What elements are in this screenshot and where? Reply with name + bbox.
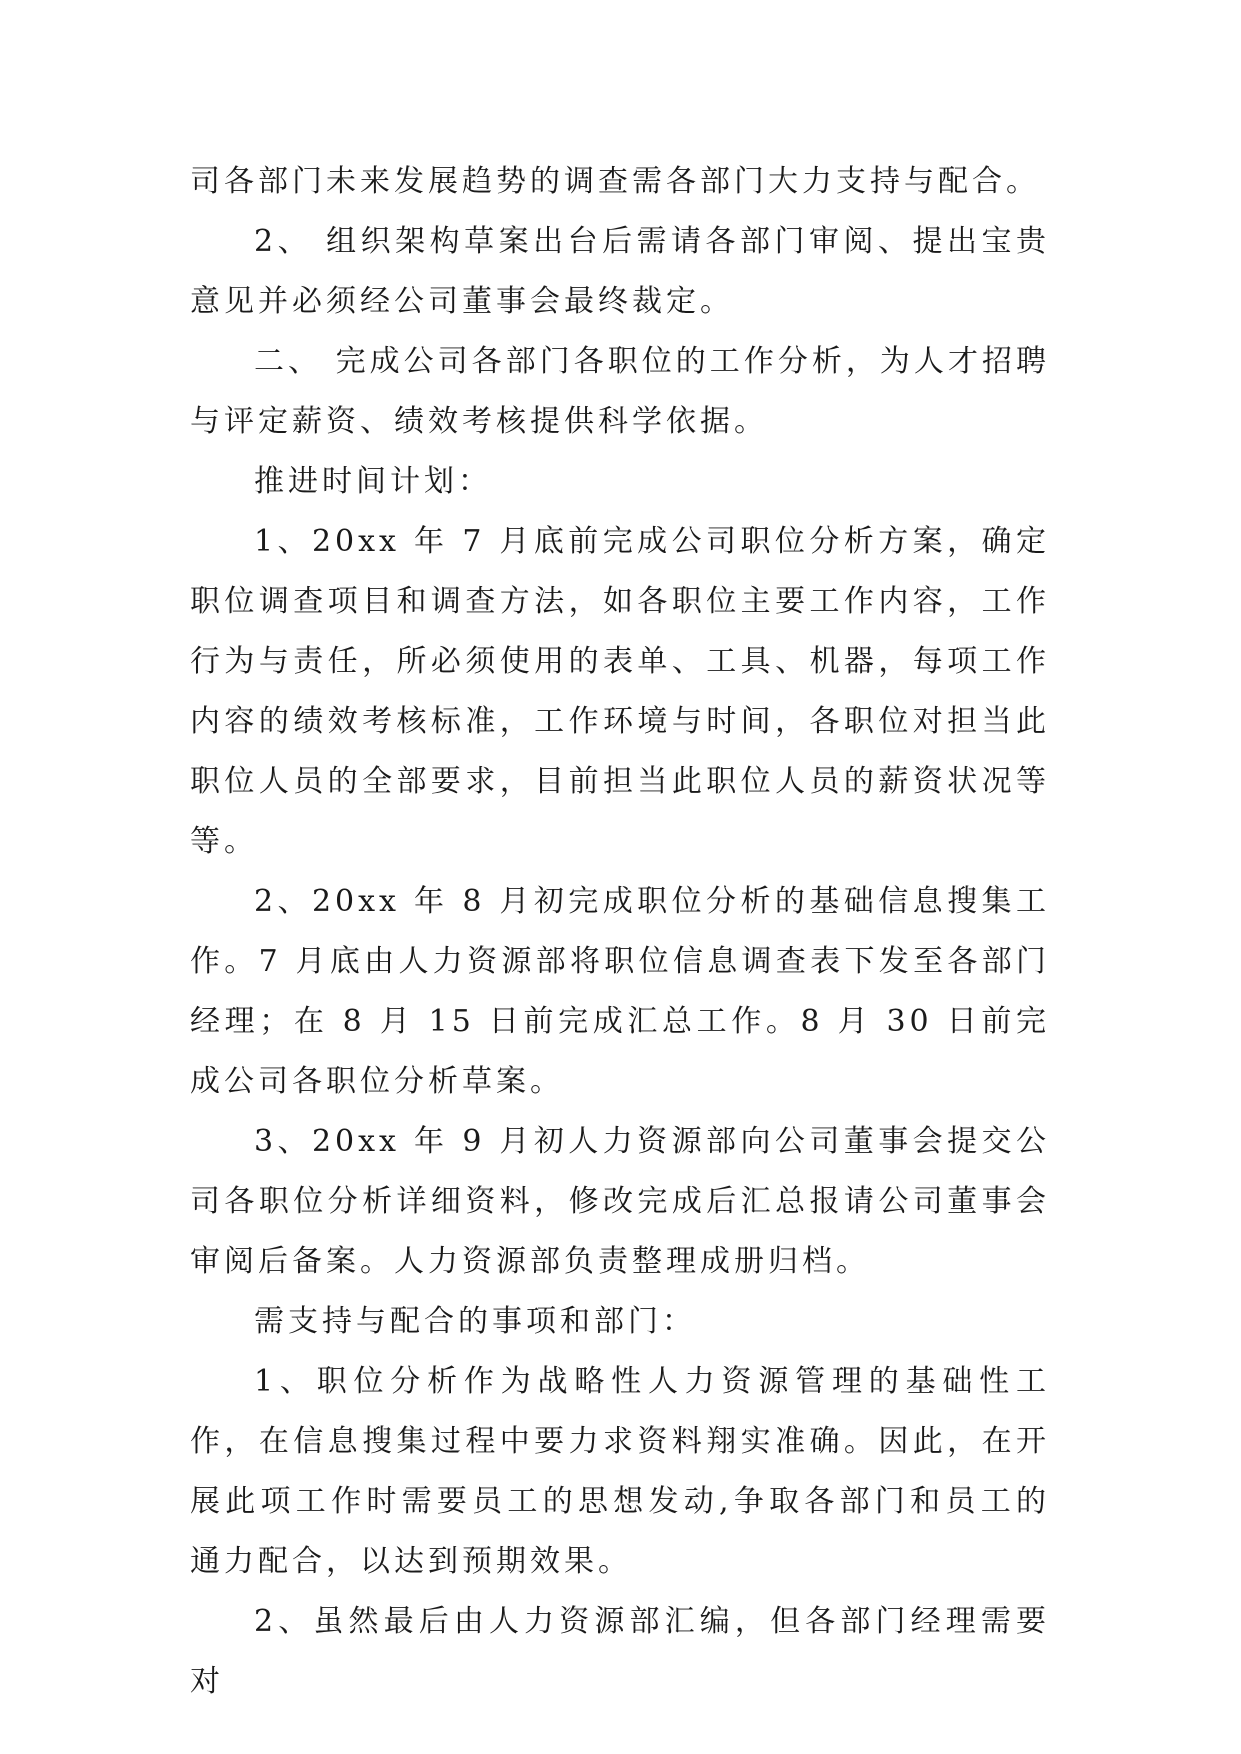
paragraph-schedule-item-1: 1、20xx 年 7 月底前完成公司职位分析方案，确定职位调查项目和调查方法，如各职位主要工作内容，工作行为与责任，所必须使用的表单、工具、机器，每项工作内容的绩效考核标准，工作环境与时间，各职位对担当此职位人员的全部要求，目前担当此职位人员的薪资状况等等。 xyxy=(190,524,1050,859)
paragraph-schedule-item-3: 3、20xx 年 9 月初人力资源部向公司董事会提交公司各职位分析详细资料，修改完成后汇总报请公司董事会审阅后备案。人力资源部负责整理成册归档。 xyxy=(190,1124,1050,1279)
document-body xyxy=(190,152,1050,1712)
paragraph-schedule-heading: 推进时间计划： xyxy=(254,464,492,499)
paragraph-support-heading: 需支持与配合的事项和部门： xyxy=(254,1304,696,1339)
paragraph-section-two: 二、 完成公司各部门各职位的工作分析，为人才招聘与评定薪资、绩效考核提供科学依据。 xyxy=(190,344,1050,439)
paragraph-support-item-2: 2、虽然最后由人力资源部汇编，但各部门经理需要对 xyxy=(190,1604,1050,1699)
paragraph-continuation: 司各部门未来发展趋势的调查需各部门大力支持与配合。 xyxy=(190,164,1040,199)
paragraph-support-item-1: 1、职位分析作为战略性人力资源管理的基础性工作，在信息搜集过程中要力求资料翔实准确。因此，在开展此项工作时需要员工的思想发动,争取各部门和员工的通力配合，以达到预期效果。 xyxy=(190,1364,1050,1579)
paragraph-schedule-item-2: 2、20xx 年 8 月初完成职位分析的基础信息搜集工作。7 月底由人力资源部将职位信息调查表下发至各部门经理；在 8 月 15 日前完成汇总工作。8 月 30 日前完成公司各职位分析草案。 xyxy=(190,884,1050,1099)
paragraph-item-2-org-draft: 2、 组织架构草案出台后需请各部门审阅、提出宝贵意见并必须经公司董事会最终裁定。 xyxy=(190,224,1050,319)
